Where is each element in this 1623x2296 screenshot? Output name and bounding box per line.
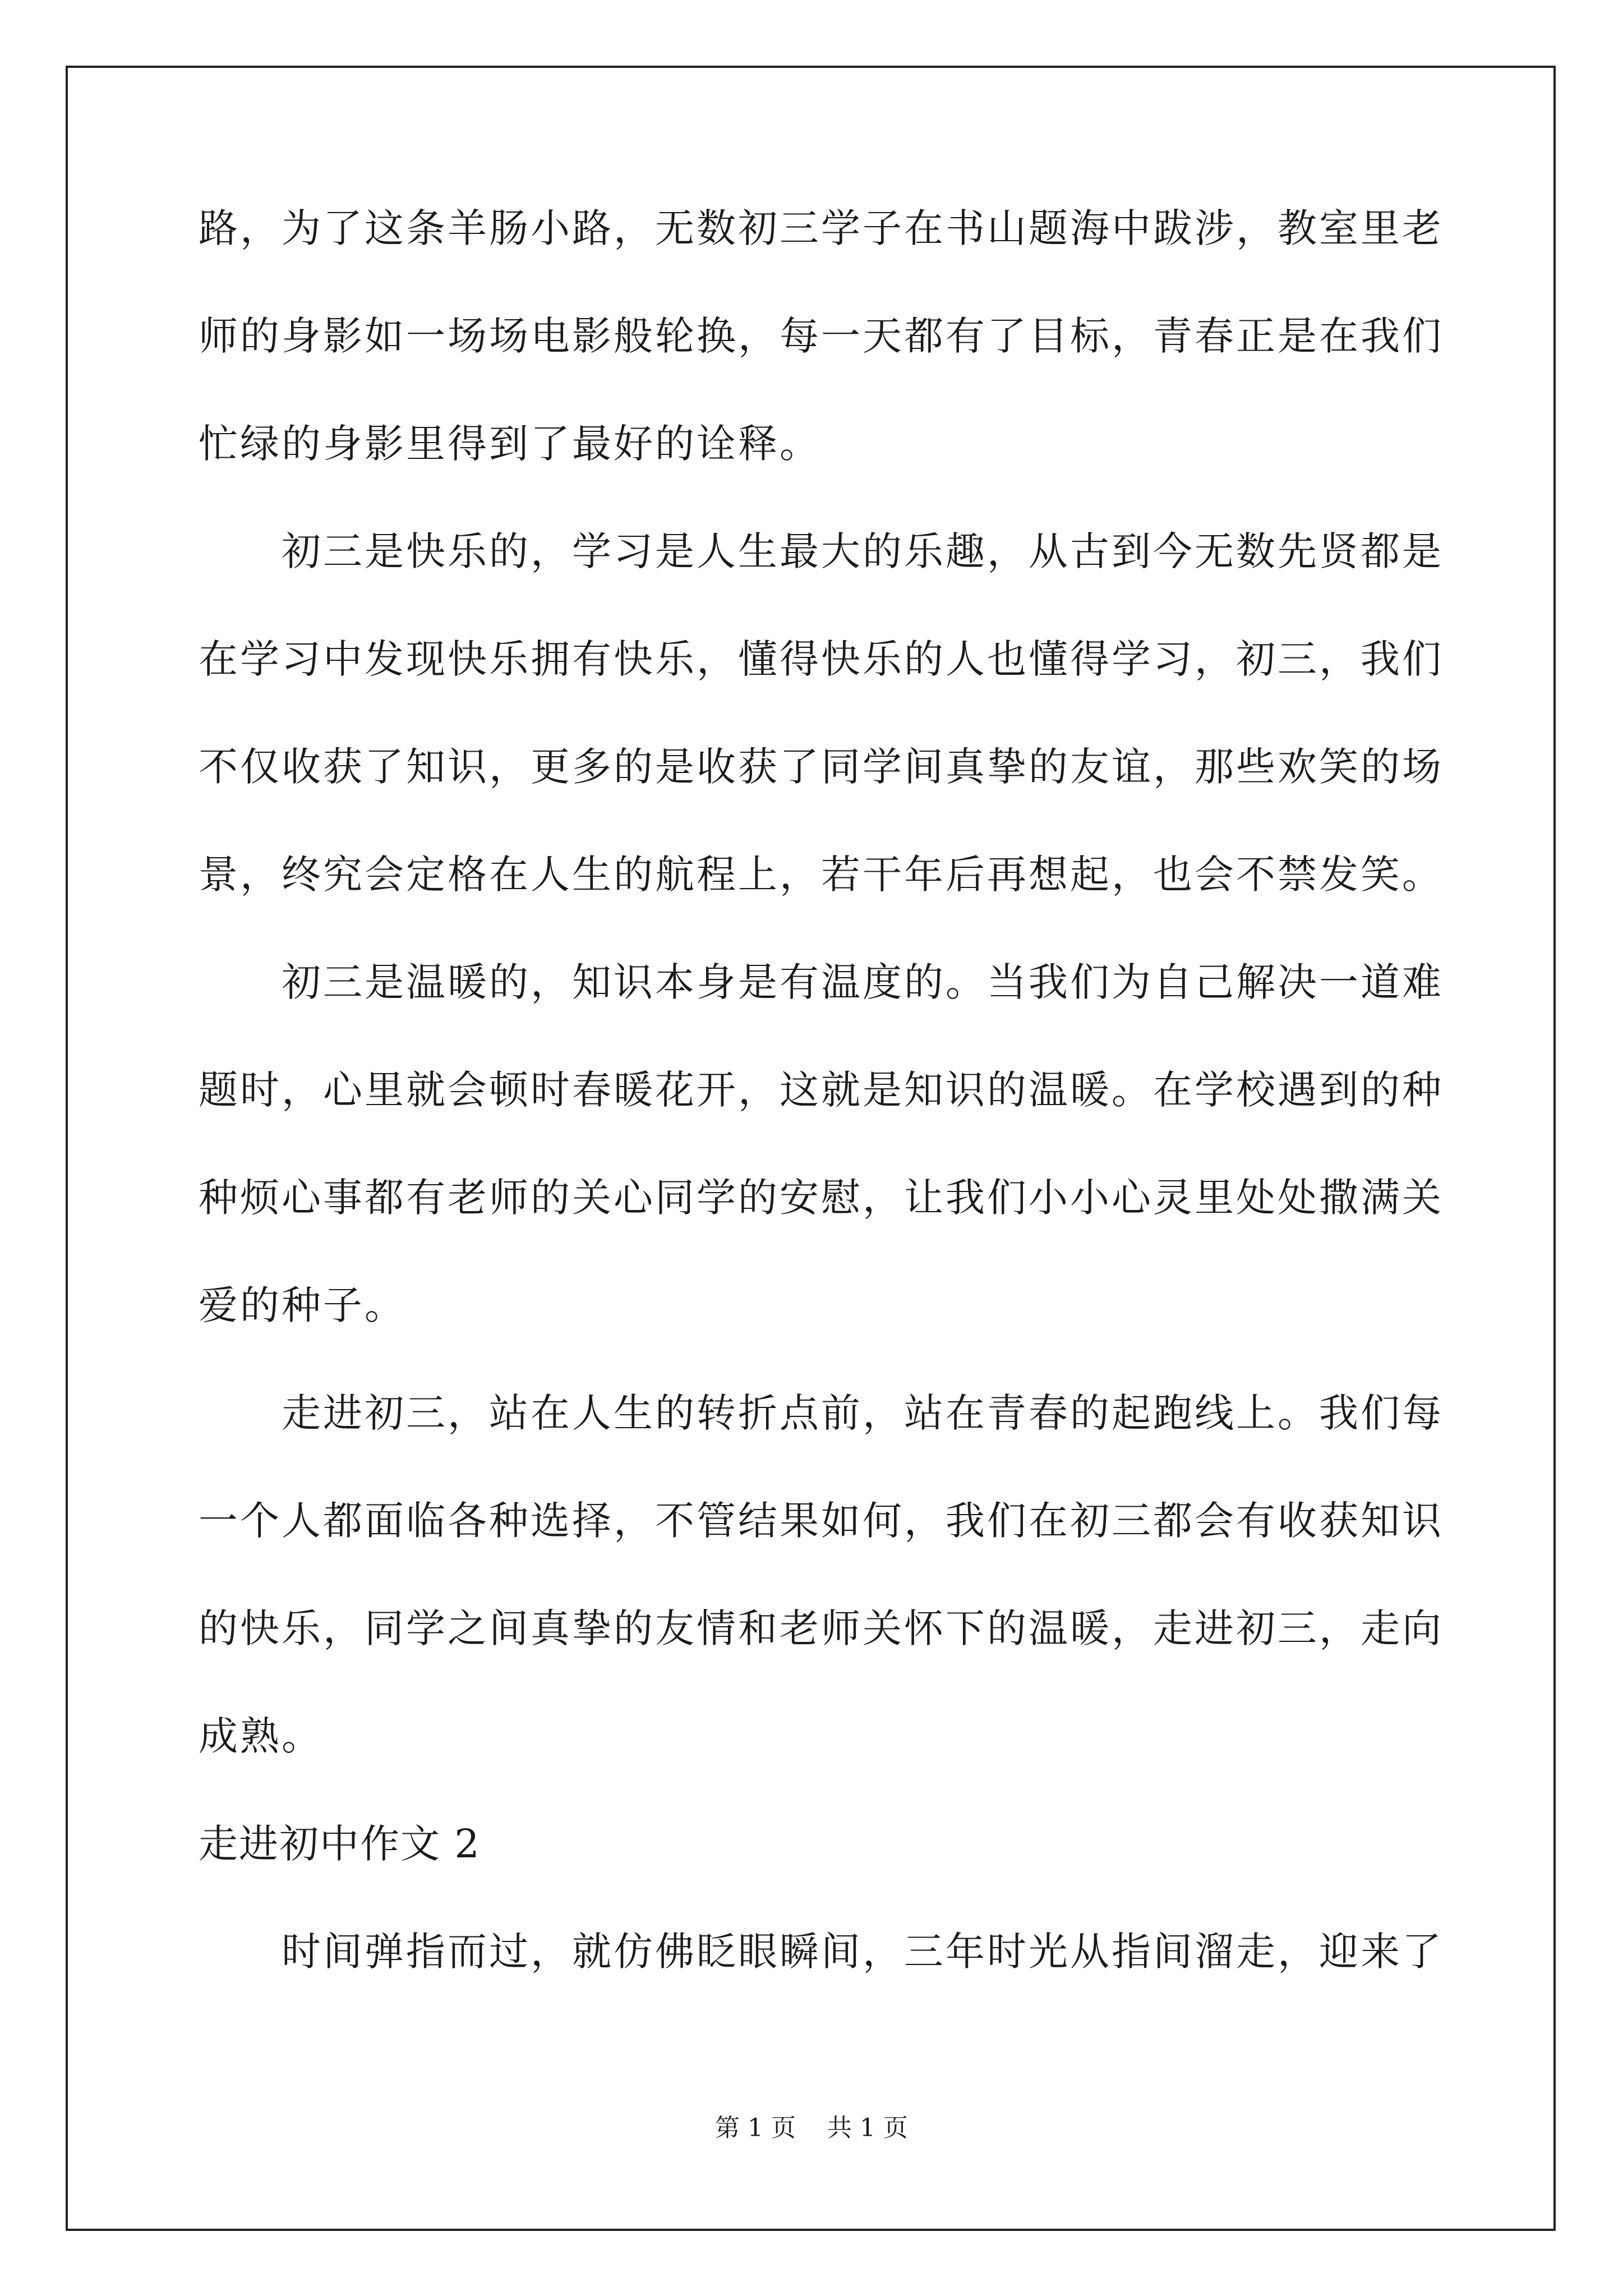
text-line: 不仅收获了知识，更多的是收获了同学间真挚的友谊，那些欢笑的场: [199, 744, 1444, 790]
paragraph-first-line: 初三是快乐的，学习是人生最大的乐趣，从古到今无数先贤都是: [282, 528, 1444, 574]
text-line: 种烦心事都有老师的关心同学的安慰，让我们小小心灵里处处撒满关: [199, 1175, 1444, 1221]
paragraph-first-line: 走进初三，站在人生的转折点前，站在青春的起跑线上。我们每: [282, 1390, 1444, 1436]
text-line: 题时，心里就会顿时春暖花开，这就是知识的温暖。在学校遇到的种: [199, 1067, 1444, 1113]
page-number-footer: 第 1 页 共 1 页: [715, 2114, 908, 2142]
text-line: 路，为了这条羊肠小路，无数初三学子在书山题海中跋涉，教室里老: [199, 205, 1444, 251]
text-line: 景，终究会定格在人生的航程上，若干年后再想起，也会不禁发笑。: [199, 852, 1444, 898]
text-line: 的快乐，同学之间真挚的友情和老师关怀下的温暖，走进初三，走向: [199, 1605, 1444, 1651]
text-line: 师的身影如一场场电影般轮换，每一天都有了目标，青春正是在我们: [199, 313, 1444, 359]
section-heading: 走进初中作文 2: [199, 1821, 481, 1867]
text-line: 忙绿的身影里得到了最好的诠释。: [199, 421, 821, 467]
document-body: [199, 205, 1444, 2040]
paragraph-first-line: 时间弹指而过，就仿佛眨眼瞬间，三年时光从指间溜走，迎来了: [282, 1929, 1444, 1975]
paragraph-first-line: 初三是温暖的，知识本身是有温度的。当我们为自己解决一道难: [282, 959, 1444, 1005]
text-line: 爱的种子。: [199, 1282, 406, 1328]
text-line: 成熟。: [199, 1713, 323, 1759]
text-line: 一个人都面临各种选择，不管结果如何，我们在初三都会有收获知识: [199, 1498, 1444, 1544]
text-line: 在学习中发现快乐拥有快乐，懂得快乐的人也懂得学习，初三，我们: [199, 636, 1444, 682]
